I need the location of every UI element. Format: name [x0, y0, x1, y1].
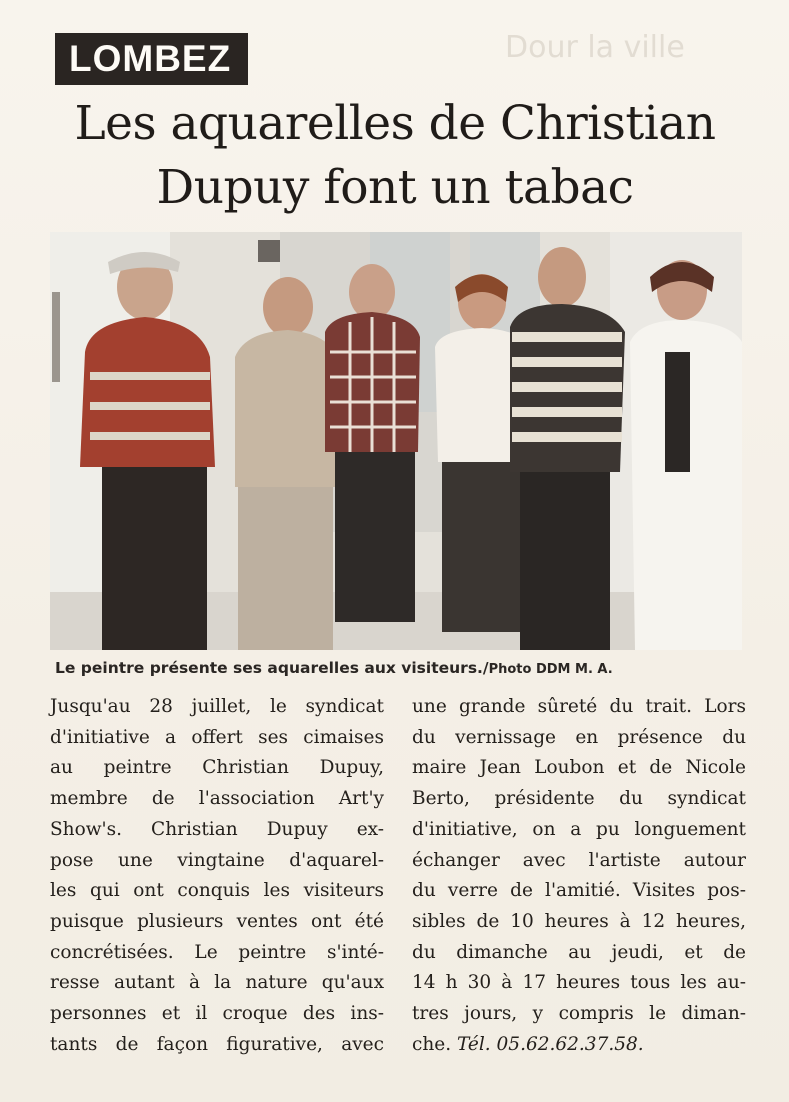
text-line: une grande sûreté du trait. Lors [412, 696, 746, 717]
text-line: échanger avec l'artiste autour [412, 849, 746, 871]
text-line: les qui ont conquis les visiteurs [50, 880, 384, 902]
text-fragment: che. [412, 1033, 457, 1055]
phone-number: Tél. 05.62.62.37.58. [457, 1033, 644, 1055]
photo-credit: Photo DDM M. A. [488, 662, 613, 677]
photo-illustration [50, 232, 742, 650]
article-column-1 [50, 692, 384, 1060]
text-line: d'initiative a offert ses cimaises [50, 726, 384, 748]
photo-caption [55, 657, 745, 681]
headline-line-2: Dupuy font un tabac [156, 160, 634, 215]
headline [40, 92, 750, 220]
headline-line-1: Les aquarelles de Christian [74, 96, 716, 151]
text-line: 14 h 30 à 17 heures tous les au- [412, 972, 746, 994]
section-kicker: LOMBEZ [55, 33, 248, 85]
text-line: Show's. Christian Dupuy ex- [50, 818, 384, 840]
text-line: resse autant à la nature qu'aux [50, 972, 384, 994]
text-line: membre de l'association Art'y [50, 788, 384, 810]
text-line: tants de façon figurative, avec [50, 1033, 384, 1055]
text-line-last [412, 1030, 746, 1061]
text-line: au peintre Christian Dupuy, [50, 757, 384, 779]
text-line: tres jours, y compris le diman- [412, 1003, 746, 1025]
text-line: Jusqu'au 28 juillet, le syndicat [50, 696, 384, 717]
text-line: du vernissage en présence du [412, 726, 746, 748]
text-line: sibles de 10 heures à 12 heures, [412, 910, 746, 932]
text-line: concrétisées. Le peintre s'inté- [50, 941, 384, 963]
caption-text: Le peintre présente ses aquarelles aux visiteurs./ [55, 659, 489, 677]
article-column-2 [412, 692, 746, 1060]
adjacent-article-ghost-text: Dour la ville [505, 30, 685, 65]
text-line: puisque plusieurs ventes ont été [50, 910, 384, 932]
text-line: d'initiative, on a pu longuement [412, 818, 746, 840]
text-line: du verre de l'amitié. Visites pos- [412, 880, 746, 902]
article-photo [50, 232, 742, 650]
text-line: maire Jean Loubon et de Nicole [412, 757, 746, 779]
text-line: pose une vingtaine d'aquarel- [50, 849, 384, 871]
text-line: personnes et il croque des ins- [50, 1003, 384, 1025]
text-line: Berto, présidente du syndicat [412, 788, 746, 810]
text-line: du dimanche au jeudi, et de [412, 941, 746, 963]
